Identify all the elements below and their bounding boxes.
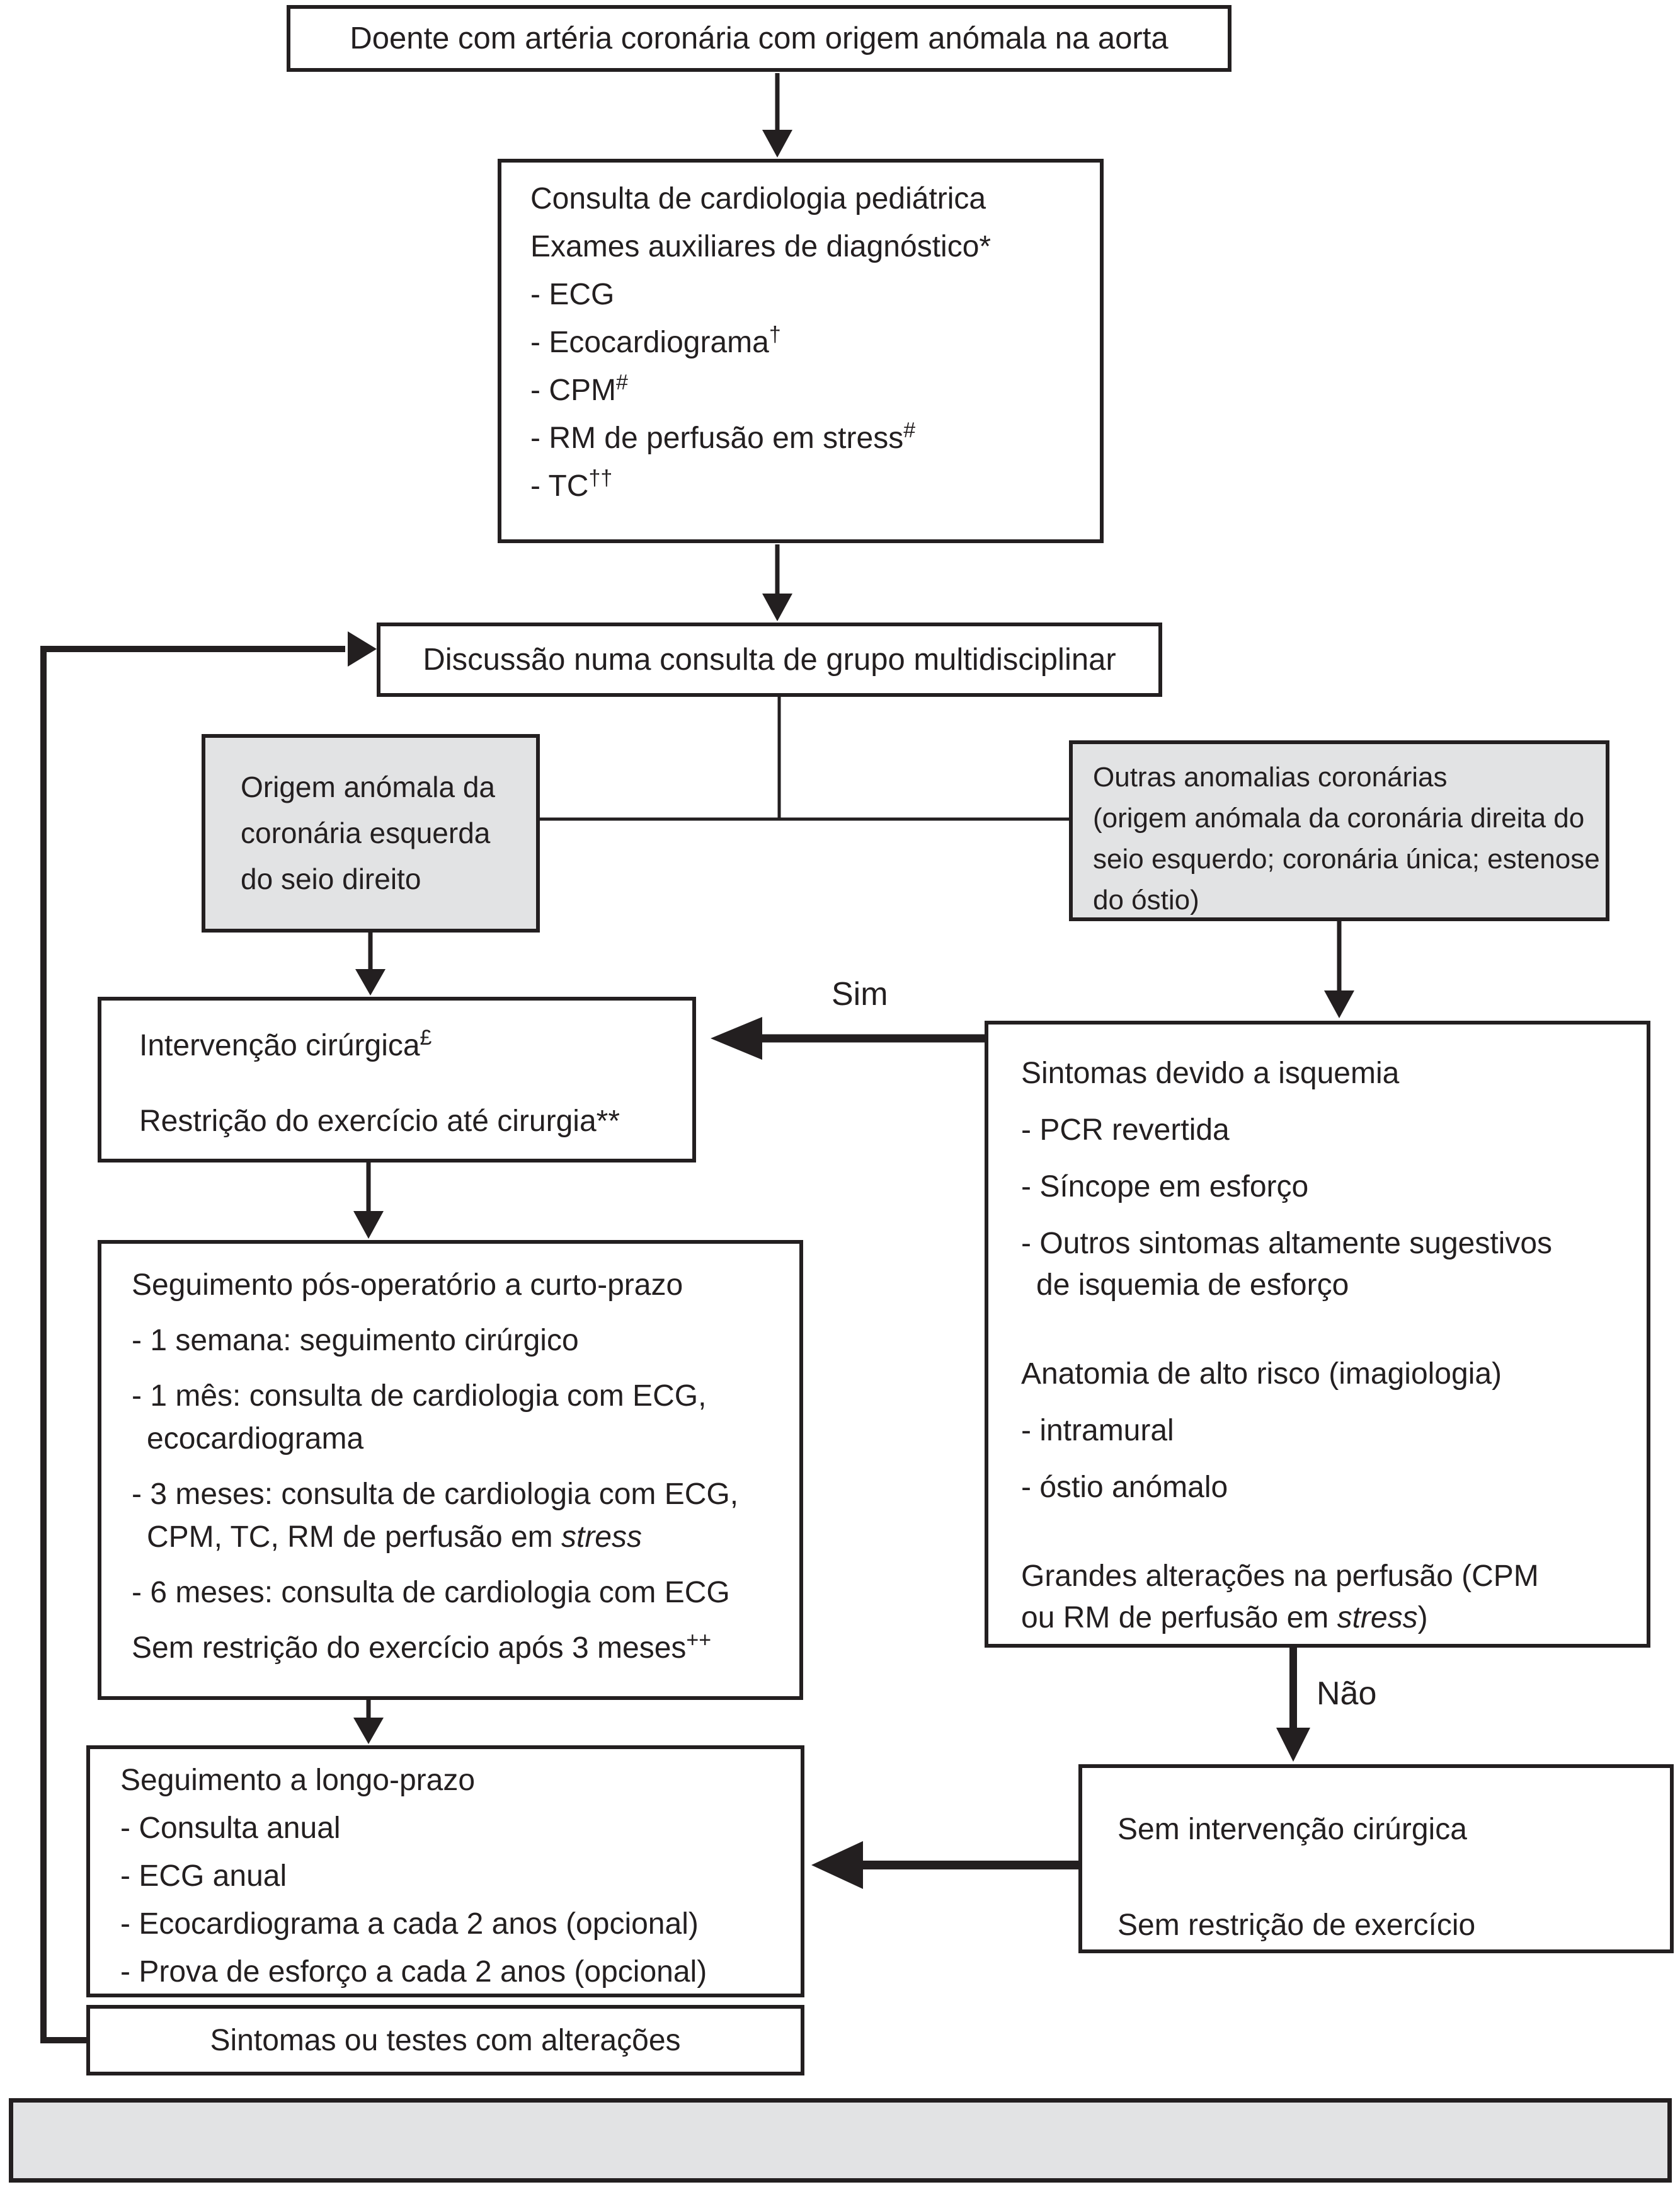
discussion-box: [377, 623, 1162, 697]
symptoms-line: - óstio anómalo: [1021, 1471, 1228, 1504]
symptoms-line: - PCR revertida: [1021, 1113, 1230, 1147]
postop-line: Sem restrição do exercício após 3 meses++: [132, 1628, 712, 1665]
arrow-postop-to-longterm: [353, 1700, 384, 1744]
consult-line: - RM de perfusão em stress#: [530, 418, 916, 455]
postop-line: - 1 semana: seguimento cirúrgico: [132, 1324, 579, 1357]
symptoms-line: - intramural: [1021, 1414, 1174, 1447]
arrow-patient-to-consult: [762, 73, 792, 158]
consult-line: - TC††: [530, 466, 613, 503]
connector-discussion-fork: [540, 697, 1069, 819]
arrow-surgery-to-postop: [353, 1162, 384, 1239]
arrow-rightbranch-to-symptoms: [1324, 921, 1354, 1018]
arrow-leftbranch-to-surgery: [355, 933, 386, 996]
symptoms-line: Sintomas devido a isquemia: [1021, 1057, 1400, 1090]
arrow-consult-to-discussion: [762, 544, 792, 621]
consult-line: Exames auxiliares de diagnóstico*: [530, 230, 991, 263]
discussion-box-text: Discussão numa consulta de grupo multidisciplinar: [423, 643, 1116, 677]
no-surgery-box: Sem intervenção cirúrgica Sem restrição de exercício: [1078, 1764, 1674, 1953]
longterm-box: Seguimento a longo-prazo - Consulta anual - ECG anual - Ecocardiograma a cada 2 anos (opcional) - Prova de esforço a cada 2 anos (opcional): [86, 1745, 804, 1997]
arrow-no-symptoms-to-nosurgery: [1276, 1646, 1310, 1762]
footnote-bar: [9, 2098, 1672, 2183]
consult-line: - CPM#: [530, 370, 628, 407]
surgery-line: Intervenção cirúrgica£: [139, 1026, 432, 1062]
consult-box: [498, 159, 1104, 543]
postop-box: [98, 1240, 803, 1700]
postop-line: CPM, TC, RM de perfusão em stress: [147, 1520, 642, 1554]
patient-box: [287, 5, 1231, 72]
no-label: Não: [1317, 1675, 1377, 1712]
postop-line: - 1 mês: consulta de cardiologia com ECG,: [132, 1379, 707, 1413]
postop-line: - 3 meses: consulta de cardiologia com ECG,: [132, 1478, 739, 1511]
symptoms-line: Anatomia de alto risco (imagiologia): [1021, 1357, 1502, 1391]
consult-line: - Ecocardiograma†: [530, 323, 781, 359]
consult-line: Consulta de cardiologia pediátrica: [530, 182, 986, 215]
surgery-box: [98, 997, 696, 1162]
consult-line: - ECG: [530, 278, 615, 311]
symptoms-line: - Outros sintomas altamente sugestivos: [1021, 1227, 1553, 1260]
symptoms-tests-box: [86, 2005, 804, 2075]
yes-label: Sim: [831, 976, 888, 1013]
patient-box-text: Doente com artéria coronária com origem anómala na aorta: [350, 21, 1169, 55]
arrow-yes-symptoms-to-surgery: [711, 1017, 985, 1060]
surgery-line: Restrição do exercício até cirurgia**: [139, 1105, 620, 1138]
symptoms-tests-text: Sintomas ou testes com alterações: [210, 2023, 681, 2057]
symptoms-box: [985, 1021, 1650, 1648]
right-branch-box: Outras anomalias coronárias (origem anómala da coronária direita do seio esquerdo; coronária única; estenose do óstio): [1069, 740, 1609, 921]
arrow-nosurgery-to-longterm: [811, 1841, 1078, 1889]
postop-line: Seguimento pós-operatório a curto-prazo: [132, 1268, 683, 1302]
postop-line: - 6 meses: consulta de cardiologia com ECG: [132, 1576, 730, 1609]
symptoms-line: Grandes alterações na perfusão (CPM: [1021, 1559, 1539, 1593]
symptoms-line: - Síncope em esforço: [1021, 1170, 1309, 1203]
postop-line: ecocardiograma: [147, 1422, 364, 1455]
left-branch-box: Origem anómala da coronária esquerda do seio direito: [202, 734, 540, 933]
symptoms-line: de isquemia de esforço: [1036, 1268, 1349, 1302]
symptoms-line: ou RM de perfusão em stress): [1021, 1601, 1428, 1634]
